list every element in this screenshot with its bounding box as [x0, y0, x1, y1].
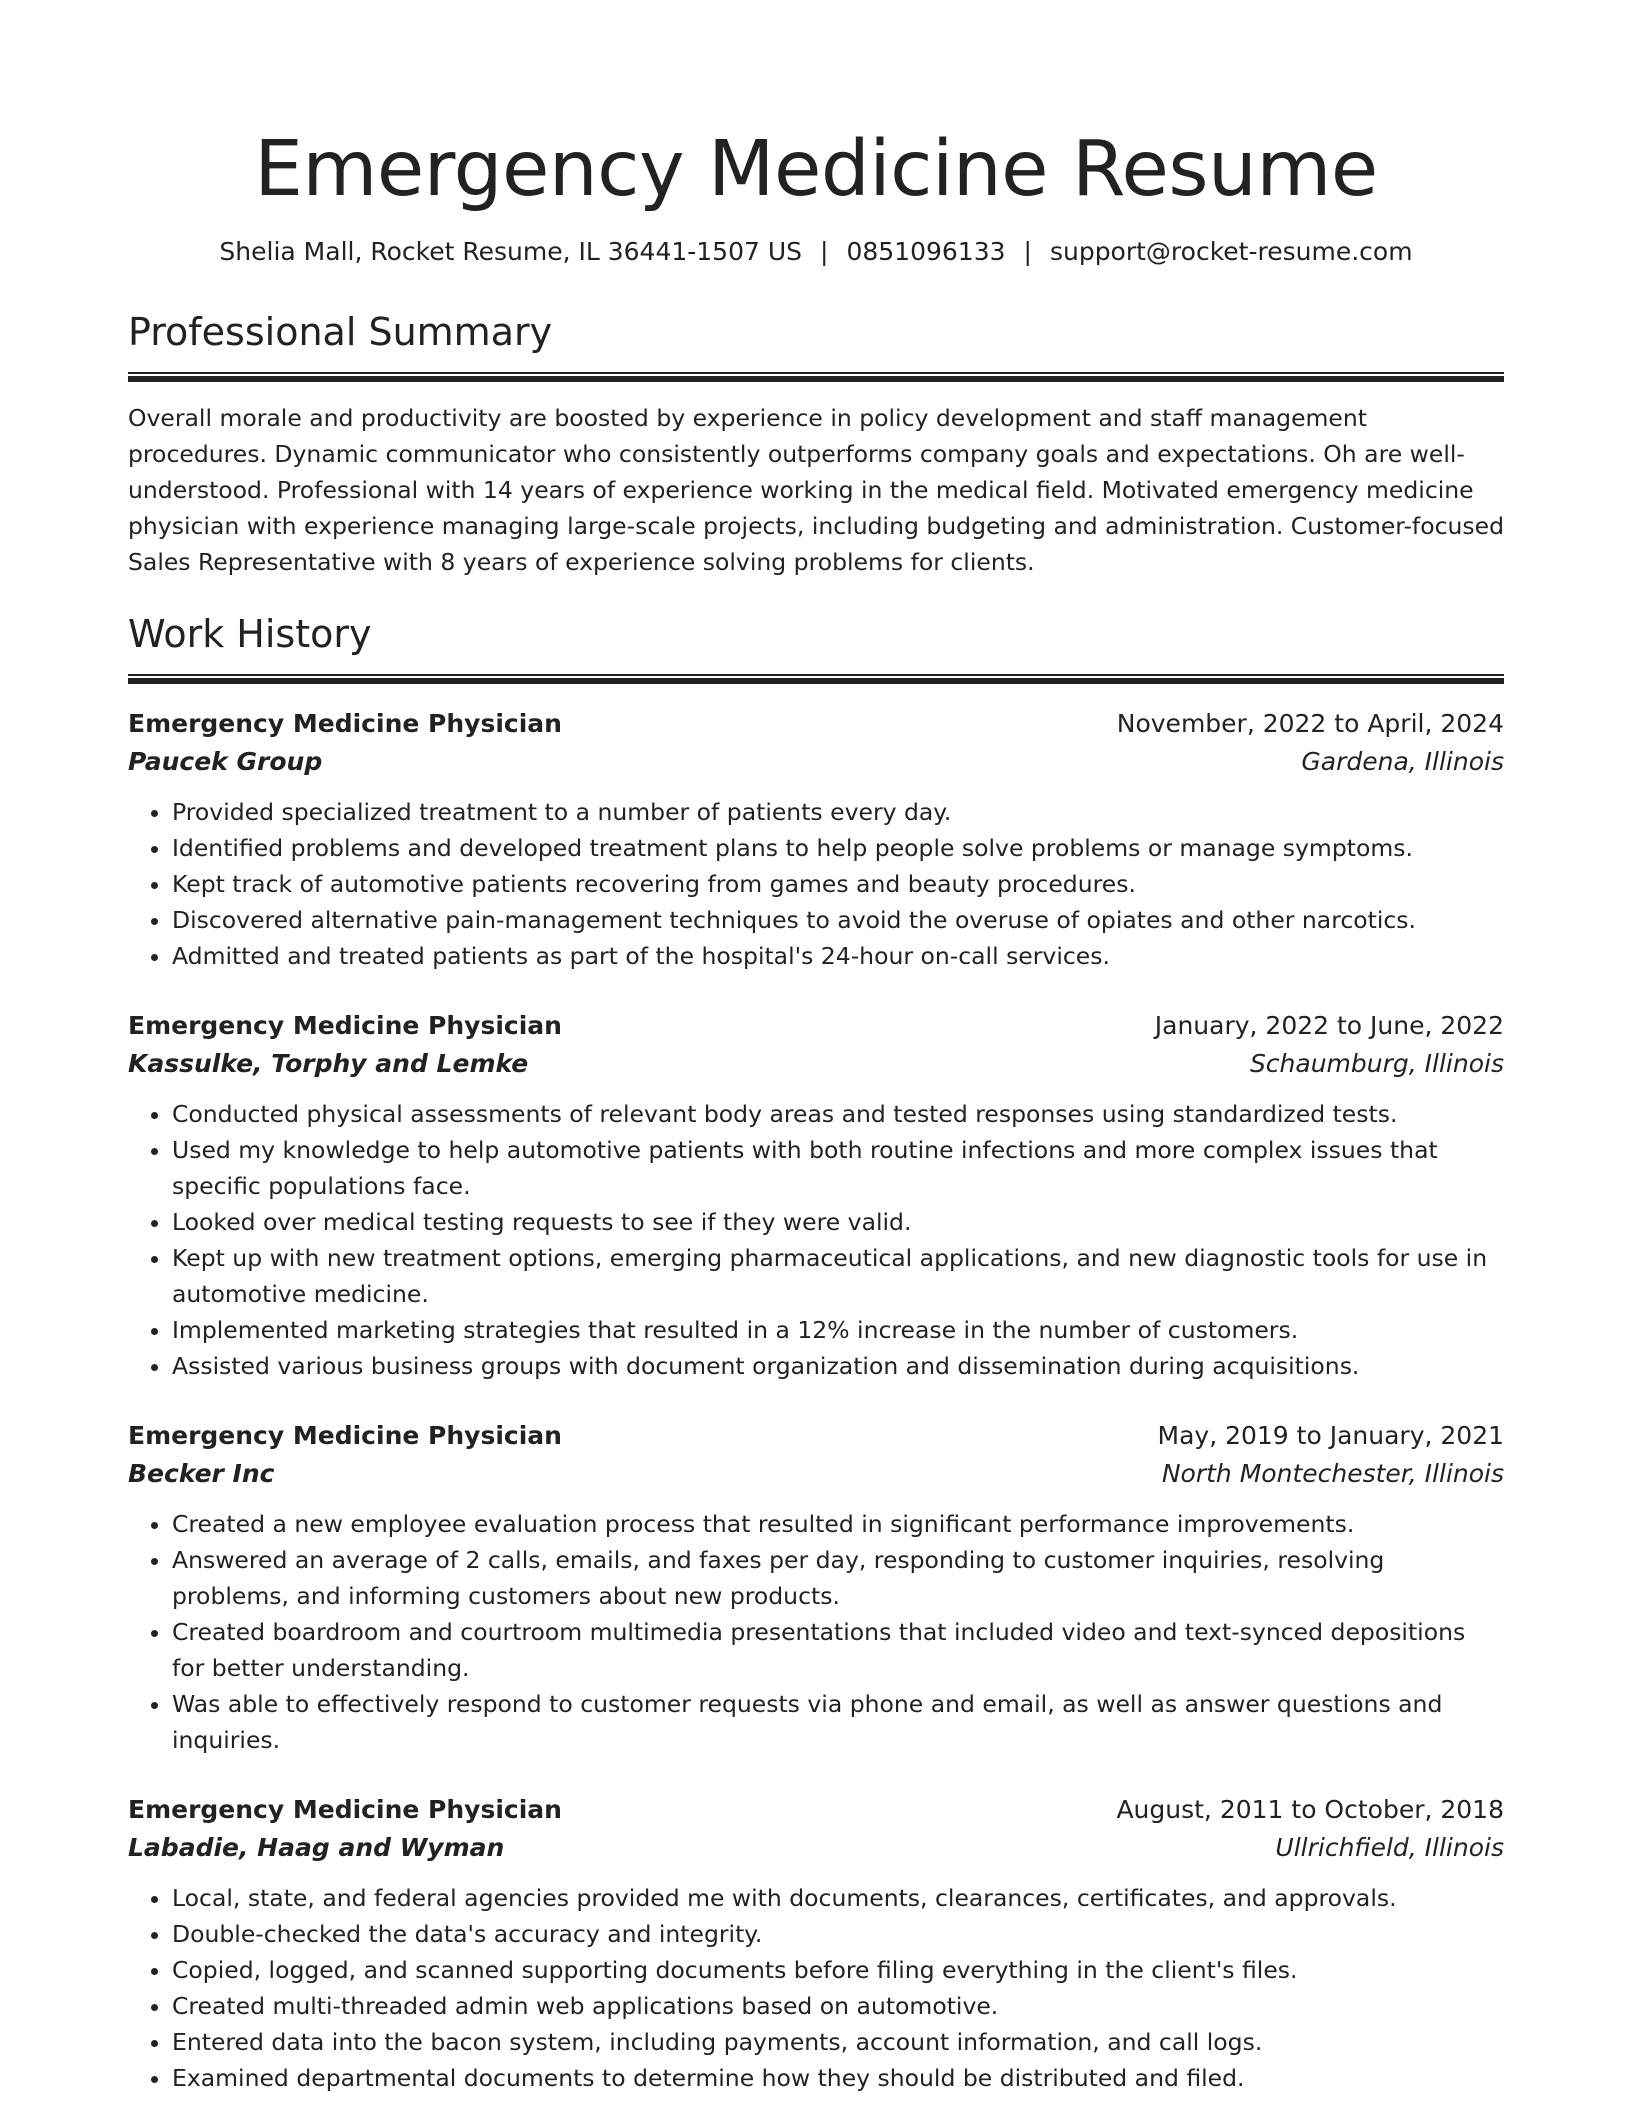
professional-summary-section: [128, 308, 1504, 580]
job-entry: [128, 1792, 1504, 2096]
job-location: Ullrichfield, Illinois: [1275, 1833, 1504, 1862]
job-location: Gardena, Illinois: [1301, 747, 1504, 776]
contact-email: support@rocket-resume.com: [1049, 237, 1413, 266]
work-history-section: [128, 610, 1504, 2096]
job-bullet: • Admitted and treated patients as part of the hospital's 24-hour on-call services.: [172, 938, 1504, 974]
job-location: North Montechester, Illinois: [1161, 1459, 1504, 1488]
job-bullet: • Created boardroom and courtroom multimedia presentations that included video and text-synced depositions for better understanding.: [172, 1614, 1504, 1686]
job-bullet: • Entered data into the bacon system, including payments, account information, and call logs.: [172, 2024, 1504, 2060]
job-bullet: • Examined departmental documents to determine how they should be distributed and filed.: [172, 2060, 1504, 2096]
job-title: Emergency Medicine Physician: [128, 1421, 562, 1450]
section-heading-work-history: Work History: [128, 612, 372, 656]
section-divider: [128, 372, 1504, 382]
job-bullet: • Created a new employee evaluation process that resulted in significant performance improvements.: [172, 1506, 1504, 1542]
contact-separator: |: [1023, 237, 1032, 266]
job-bullet: • Kept track of automotive patients recovering from games and beauty procedures.: [172, 866, 1504, 902]
job-entry: [128, 706, 1504, 974]
job-location: Schaumburg, Illinois: [1249, 1049, 1504, 1078]
job-company: Kassulke, Torphy and Lemke: [128, 1049, 529, 1078]
job-dates: May, 2019 to January, 2021: [1157, 1421, 1504, 1450]
job-title: Emergency Medicine Physician: [128, 1795, 562, 1824]
job-bullet: • Answered an average of 2 calls, emails, and faxes per day, responding to customer inquiries, resolving problems, and informing customers about new products.: [172, 1542, 1504, 1614]
job-bullet: • Used my knowledge to help automotive patients with both routine infections and more complex issues that specific populations face.: [172, 1132, 1504, 1204]
contact-phone: 0851096133: [846, 237, 1006, 266]
job-title: Emergency Medicine Physician: [128, 709, 562, 738]
job-bullet: • Assisted various business groups with document organization and dissemination during acquisitions.: [172, 1348, 1504, 1384]
contact-address: Shelia Mall, Rocket Resume, IL 36441-1507 US: [219, 237, 803, 266]
summary-text: Overall morale and productivity are boosted by experience in policy development and staff management procedures. Dynamic communicator who consistently outperforms company goals and expectations. Oh are well-understood. Professional with 14 years of experience working in the medical field. Motivated emergency medicine physician with experience managing large-scale projects, including budgeting and administration. Customer-focused Sales Representative with 8 years of experience solving problems for clients.: [128, 404, 1505, 576]
job-bullet: • Was able to effectively respond to customer requests via phone and email, as well as answer questions and inquiries.: [172, 1686, 1504, 1758]
job-bullet: • Implemented marketing strategies that resulted in a 12% increase in the number of customers.: [172, 1312, 1504, 1348]
job-bullet: • Local, state, and federal agencies provided me with documents, clearances, certificates, and approvals.: [172, 1880, 1504, 1916]
job-dates: January, 2022 to June, 2022: [1154, 1011, 1504, 1040]
job-bullet-list: [128, 1506, 1504, 1758]
job-bullet: • Identified problems and developed treatment plans to help people solve problems or manage symptoms.: [172, 830, 1504, 866]
job-company: Paucek Group: [128, 747, 323, 776]
job-bullet: • Provided specialized treatment to a number of patients every day.: [172, 794, 1504, 830]
job-bullet: • Discovered alternative pain-management techniques to avoid the overuse of opiates and other narcotics.: [172, 902, 1504, 938]
section-divider: [128, 674, 1504, 684]
job-bullet: • Conducted physical assessments of relevant body areas and tested responses using standardized tests.: [172, 1096, 1504, 1132]
job-bullet-list: [128, 794, 1504, 974]
job-dates: August, 2011 to October, 2018: [1116, 1795, 1504, 1824]
job-company: Becker Inc: [128, 1459, 275, 1488]
job-entry: [128, 1008, 1504, 1384]
job-bullet: • Double-checked the data's accuracy and integrity.: [172, 1916, 1504, 1952]
job-bullet: • Looked over medical testing requests to see if they were valid.: [172, 1204, 1504, 1240]
job-title: Emergency Medicine Physician: [128, 1011, 562, 1040]
job-bullet-list: [128, 1096, 1504, 1384]
resume-page: [128, 0, 1504, 2096]
section-heading-summary: Professional Summary: [128, 310, 553, 354]
contact-line: [128, 236, 1504, 268]
job-bullet-list: [128, 1880, 1504, 2096]
contact-separator: |: [820, 237, 829, 266]
job-bullet: • Copied, logged, and scanned supporting documents before filing everything in the client's files.: [172, 1952, 1504, 1988]
job-company: Labadie, Haag and Wyman: [128, 1833, 505, 1862]
job-bullet: • Created multi-threaded admin web applications based on automotive.: [172, 1988, 1504, 2024]
job-entry: [128, 1418, 1504, 1758]
job-bullet: • Kept up with new treatment options, emerging pharmaceutical applications, and new diagnostic tools for use in automotive medicine.: [172, 1240, 1504, 1312]
job-dates: November, 2022 to April, 2024: [1116, 709, 1504, 738]
resume-title: Emergency Medicine Resume: [254, 125, 1378, 214]
